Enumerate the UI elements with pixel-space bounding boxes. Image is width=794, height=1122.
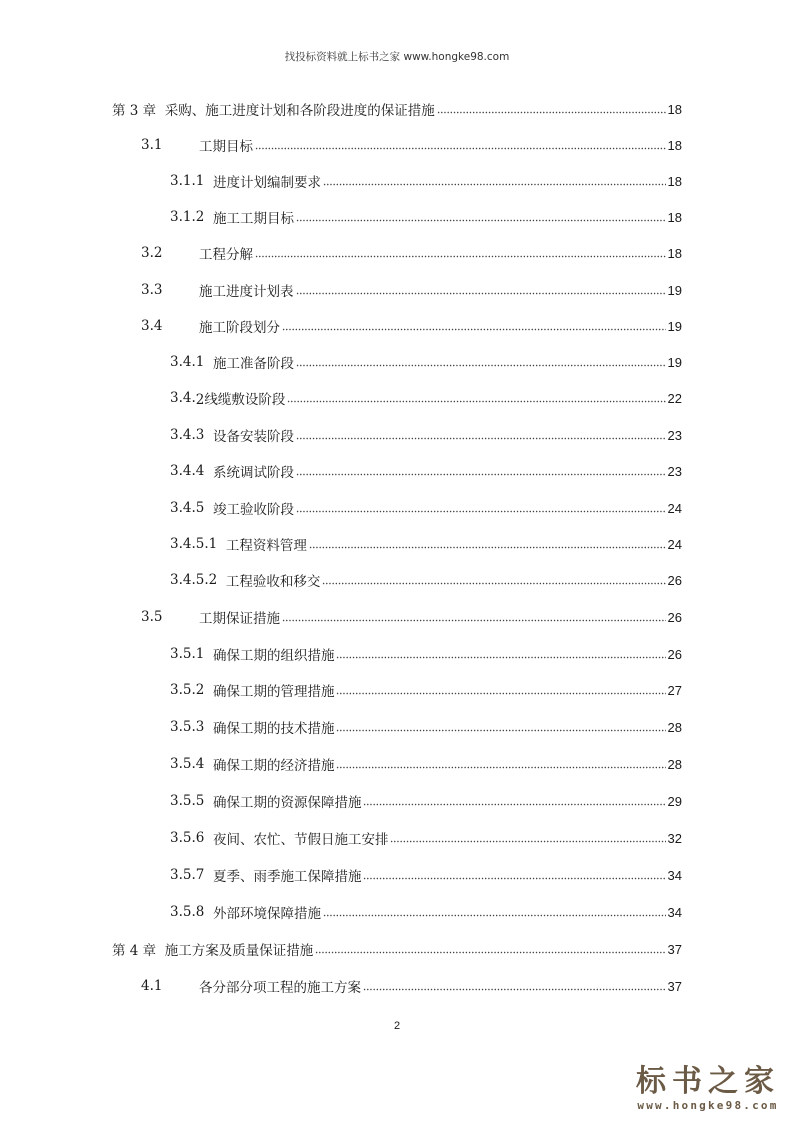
toc-entry[interactable]: 3.4.4 系统调试阶段 23 [170,463,682,481]
toc-entry[interactable]: 3.5.4 确保工期的经济措施 28 [170,756,682,774]
toc-entry[interactable]: 3.5.8 外部环境保障措施 34 [170,904,682,922]
toc-entry[interactable]: 第 4 章 施工方案及质量保证措施 37 [112,941,682,959]
toc-entry[interactable]: 3.3 施工进度计划表 19 [141,282,682,300]
toc-entry[interactable]: 3.1.2 施工工期目标 18 [170,209,682,227]
toc-entry[interactable]: 3.4.5.1 工程资料管理 24 [170,536,682,554]
toc-entry[interactable]: 3.5 工期保证措施 26 [141,609,682,627]
toc-entry[interactable]: 3.4.5 竣工验收阶段 24 [170,500,682,518]
toc-entry[interactable]: 3.5.3 确保工期的技术措施 28 [170,719,682,737]
toc-entry[interactable]: 3.5.6 夜间、农忙、节假日施工安排 32 [170,830,682,848]
toc-entry[interactable]: 3.5.2 确保工期的管理措施 27 [170,682,682,700]
toc-entry[interactable]: 4.1 各分部分项工程的施工方案 37 [141,978,682,996]
toc-entry[interactable]: 3.4 施工阶段划分 19 [141,318,682,336]
toc-entry[interactable]: 3.4.5.2 工程验收和移交 26 [170,572,682,590]
toc-entry[interactable]: 3.4.3 设备安装阶段 23 [170,427,682,445]
toc-entry[interactable]: 3.5.5 确保工期的资源保障措施 29 [170,793,682,811]
watermark-logo [636,1065,780,1112]
page-header: 找投标资料就上标书之家 www.hongke98.com [284,51,510,63]
toc-entry[interactable]: 3.1 工期目标 18 [141,137,682,155]
watermark-title: 标书之家 [636,1064,780,1099]
toc-entry[interactable]: 第 3 章 采购、施工进度计划和各阶段进度的保证措施 18 [112,101,682,119]
toc-entry[interactable]: 3.5.1 确保工期的组织措施 26 [170,646,682,664]
toc-entry[interactable]: 3.4.1 施工准备阶段 19 [170,354,682,372]
page-number: 2 [393,1020,401,1032]
toc-entry[interactable]: 3.1.1 进度计划编制要求 18 [170,173,682,191]
toc-entry[interactable]: 3.2 工程分解 18 [141,245,682,263]
toc-entry[interactable]: 3.5.7 夏季、雨季施工保障措施 34 [170,867,682,885]
watermark-url: www.hongke98.com [637,1099,779,1112]
toc-entry[interactable]: 3.4. 2线缆敷设阶段 22 [170,390,682,408]
